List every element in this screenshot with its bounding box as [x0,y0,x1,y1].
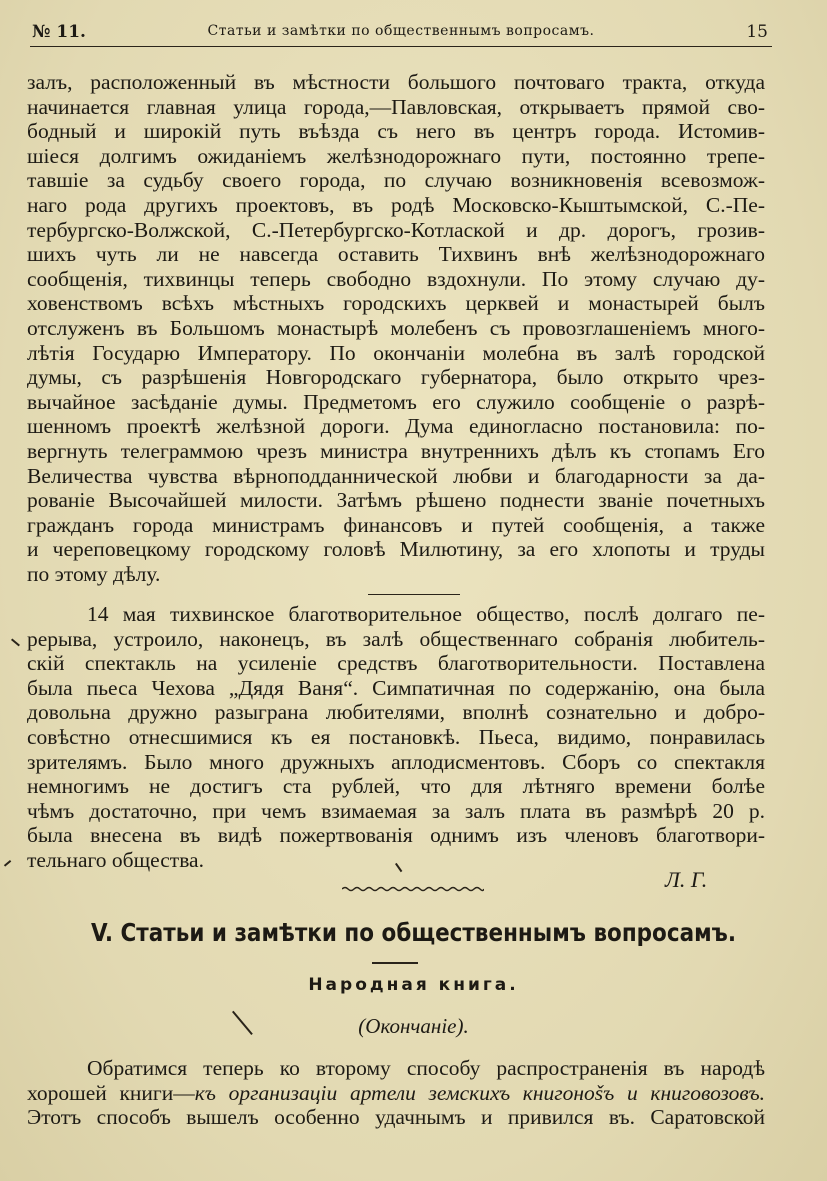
heading-rule [372,962,418,964]
text-line [27,1081,765,1106]
text-line: ховенствомъ всѣхъ мѣстныхъ городскихъ церквей и монастырей былъ [27,291,765,316]
text-line: бодный и широкій путь въѣзда съ него въ центръ города. Истомив- [27,119,765,144]
author-signature: Л. Г. [665,867,708,892]
text-line: шіеся долгимъ ожиданіемъ желѣзнодорожнаго пути, постоянно трепе- [27,143,765,168]
text-line: 14 мая тихвинское благотворительное общество, послѣ долгаго пе- [87,602,765,626]
paragraph-railway [27,70,765,586]
text-line: зрителямъ. Было много дружныхъ аплодисментовъ. Сборъ со спектакля [27,749,765,774]
text-line: была пьеса Чехова „Дядя Ваня“. Симпатичная по содержанію, она была [27,675,765,700]
wavy-divider [342,884,484,894]
text-line: думы, съ разрѣшенія Новгородскаго губернатора, было открыто чрез- [27,365,765,390]
article-continuation-note: (Окончаніе). [358,1014,469,1038]
text-line: залъ, расположенный въ мѣстности большого почтоваго тракта, откуда [27,70,765,94]
article-title: Народная книга. [308,975,519,995]
text-line: была внесена въ видѣ пожертвованія однимъ изъ членовъ благотвори- [27,823,765,848]
text-line: вычайное засѣданіе думы. Предметомъ его служило сообщеніе о разрѣ- [27,389,765,414]
text-line: скій спектакль на усиленіе средствъ благотворительности. Поставлена [27,651,765,676]
text-line: тельнаго общества. [27,847,204,872]
page-number: 15 [746,22,768,42]
running-header [30,20,772,47]
text-line: по этому дѣлу. [27,561,161,586]
paragraph-book [27,1056,765,1130]
text-line: совѣстно отнесшимися къ ея постановкѣ. Пьеса, видимо, понравилась [27,724,765,749]
section-heading: V. Статьи и замѣтки по общественнымъ вопросамъ. [91,918,736,947]
text-line: тербургско-Волжской, С.-Петербургско-Котлаской и др. дорогъ, грозив- [27,217,765,242]
text-line: Величества чувства вѣрноподданнической любви и благодарности за да- [27,463,765,488]
text-line: гражданъ города министрамъ финансовъ и путей сообщенія, а также [27,512,765,537]
text-line: Этотъ способъ вышелъ особенно удачнымъ и привился въ. Саратовской [27,1105,765,1130]
text-line: лѣтія Государю Императору. По окончаніи молебна въ залѣ городской [27,340,765,365]
issue-number: № 11. [32,22,86,42]
text-line: отслуженъ въ Большомъ монастырѣ молебенъ съ провозглашеніемъ много- [27,315,765,340]
ink-mark [11,639,20,647]
text-line: сообщенія, тихвинцы теперь свободно вздохнули. По этому случаю ду- [27,266,765,291]
text-line: довольна дружно разыграна любителями, вполнѣ сознательно и добро- [27,700,765,725]
ink-mark [4,860,11,866]
text-line: шенномъ проектѣ желѣзной дороги. Дума единогласно постановила: по- [27,414,765,439]
separator-rule [368,594,460,595]
text-line: и череповецкому городскому головѣ Милютину, за его хлопоты и труды [27,537,765,562]
text-line: наго рода другихъ проектовъ, въ родѣ Московско-Кыштымской, С.-Пе- [27,192,765,217]
italic-text-span: къ организаціи артели земскихъ книгонošъ и книговозовъ. [194,1080,765,1105]
text-line: начинается главная улица города,—Павловская, открываетъ прямой сво- [27,94,765,119]
text-line: рерыва, устроило, наконецъ, въ залѣ общественнаго собранія любитель- [27,626,765,651]
paragraph-theatre [27,602,765,873]
header-title: Статьи и замѣтки по общественнымъ вопросамъ. [207,23,595,39]
text-line: немногимъ не достигъ ста рублей, что для лѣтняго времени болѣе [27,774,765,799]
text-line: тавшіе за судьбу своего города, по случаю возникновенія всевозмож- [27,168,765,193]
text-line: чѣмъ достаточно, при чемъ взимаемая за залъ плата въ размѣрѣ 20 р. [27,798,765,823]
text-line: вергнуть телеграммою чрезъ министра внутреннихъ дѣлъ къ стопамъ Его [27,438,765,463]
text-line: шихъ чуть ли не навсегда оставить Тихвинъ внѣ желѣзнодорожнаго [27,242,765,267]
text-span: хорошей книги— [27,1080,195,1105]
text-line: рованіе Высочайшей милости. Затѣмъ рѣшено поднести званіе почетныхъ [27,488,765,513]
text-line: Обратимся теперь ко второму способу распространенія въ народѣ [87,1056,765,1080]
